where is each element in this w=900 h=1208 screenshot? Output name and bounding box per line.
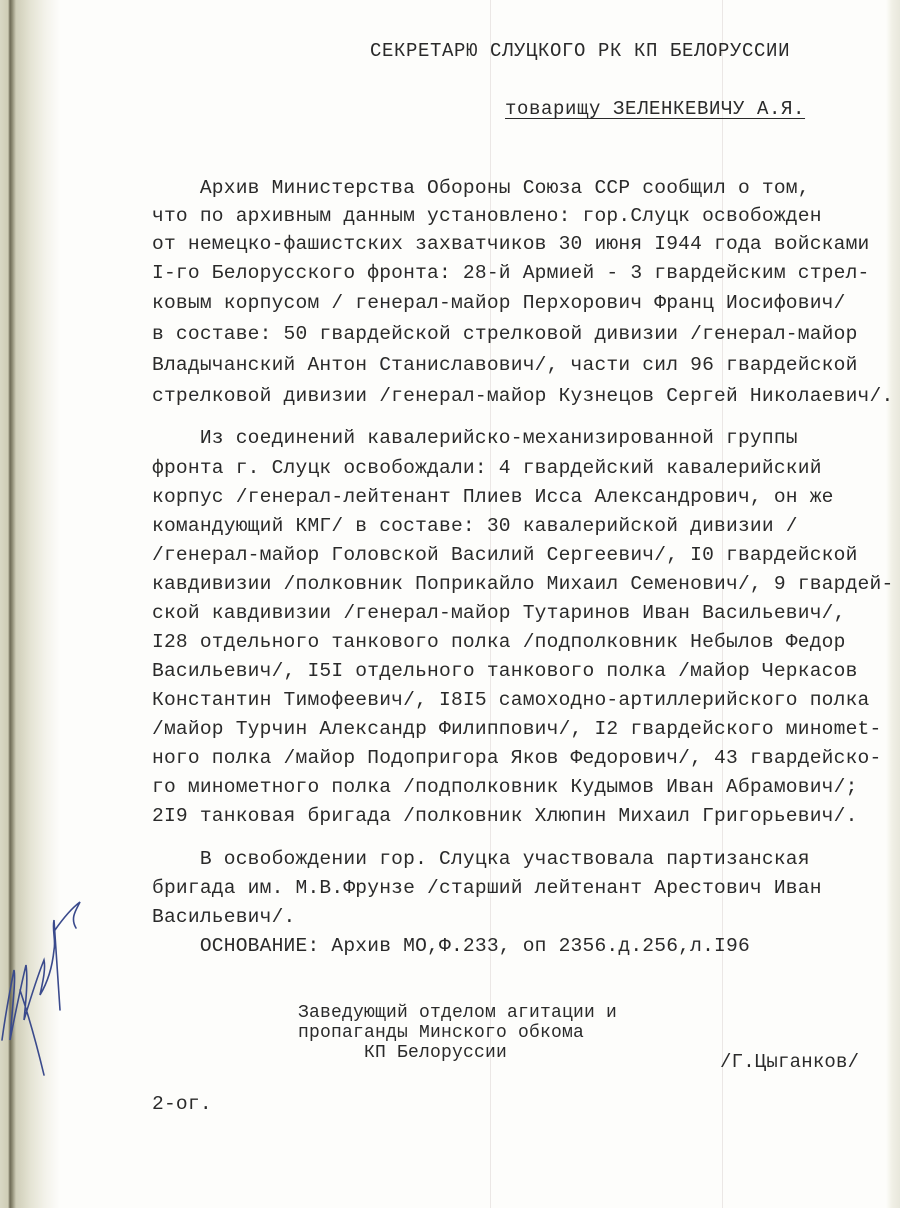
text-line: ковым корпусом / генерал-майор Перхорович Франц Иосифович/ xyxy=(152,292,846,314)
signer-name: /Г.Цыганков/ xyxy=(720,1051,860,1073)
text-line: корпус /генерал-лейтенант Плиев Исса Александрович, он же xyxy=(152,486,834,508)
text-line: ного полка /майор Подопригора Яков Федорович/, 43 гвардейско- xyxy=(152,747,882,769)
handwritten-signature-icon xyxy=(0,890,100,1080)
text-line: I28 отдельного танкового полка /подполковник Небылов Федор xyxy=(152,631,846,653)
text-line: го минометного полка /подполковник Кудымов Иван Абрамович/; xyxy=(152,776,858,798)
signer-title-line: КП Белоруссии xyxy=(298,1043,508,1063)
recipient-line: СЕКРЕТАРЮ СЛУЦКОГО РК КП БЕЛОРУССИИ xyxy=(370,40,791,62)
text-line: что по архивным данным установлено: гор.Слуцк освобожден xyxy=(152,205,822,227)
text-line: от немецко-фашистских захватчиков 30 июня I944 года войсками xyxy=(152,233,870,255)
text-line: Константин Тимофеевич/, I8I5 самоходно-артиллерийского полка xyxy=(152,689,870,711)
text-line: Архив Министерства Обороны Союза ССР сообщил о том, xyxy=(152,177,810,199)
page-right-edge xyxy=(886,0,900,1208)
text-line: фронта г. Слуцк освобождали: 4 гвардейский кавалерийский xyxy=(152,457,822,479)
text-line: командующий КМГ/ в составе: 30 кавалерийской дивизии / xyxy=(152,515,798,537)
text-line: стрелковой дивизии /генерал-майор Кузнецов Сергей Николаевич/. xyxy=(152,385,894,407)
text-line: Из соединений кавалерийско-механизированной группы xyxy=(152,427,798,449)
footer-note: 2-ог. xyxy=(152,1093,212,1115)
text-line: 2I9 танковая бригада /полковник Хлюпин Михаил Григорьевич/. xyxy=(152,805,858,827)
source-reference: ОСНОВАНИЕ: Архив МО,Ф.233, оп 2356.д.256,л.I96 xyxy=(152,935,750,957)
text-line: В освобождении гор. Слуцка участвовала партизанская xyxy=(152,848,810,870)
text-line: ской кавдивизии /генерал-майор Тутаринов Иван Васильевич/, xyxy=(152,602,846,624)
text-line: I-го Белорусского фронта: 28-й Армией - 3 гвардейским стрел- xyxy=(152,262,870,284)
text-line: в составе: 50 гвардейской стрелковой дивизии /генерал-майор xyxy=(152,323,858,345)
text-line: кавдивизии /полковник Поприкайло Михаил Семенович/, 9 гвардей- xyxy=(152,573,894,595)
text-line: /майор Турчин Александр Филиппович/, I2 гвардейского минomet- xyxy=(152,718,882,740)
addressee-line: товарищу ЗЕЛЕНКЕВИЧУ А.Я. xyxy=(505,98,806,120)
signer-title-line: пропаганды Минского обкома xyxy=(298,1023,585,1043)
text-line: Васильевич/. xyxy=(152,906,296,928)
text-line: Владычанский Антон Станиславович/, части сил 96 гвардейской xyxy=(152,354,858,376)
signer-title-line: Заведующий отделом агитации и xyxy=(298,1003,618,1023)
text-line: Васильевич/, I5I отдельного танкового полка /майор Черкасов xyxy=(152,660,858,682)
text-line: бригада им. М.В.Фрунзе /старший лейтенант Арестович Иван xyxy=(152,877,822,899)
text-line: /генерал-майор Головской Василий Сергеевич/, I0 гвардейской xyxy=(152,544,858,566)
